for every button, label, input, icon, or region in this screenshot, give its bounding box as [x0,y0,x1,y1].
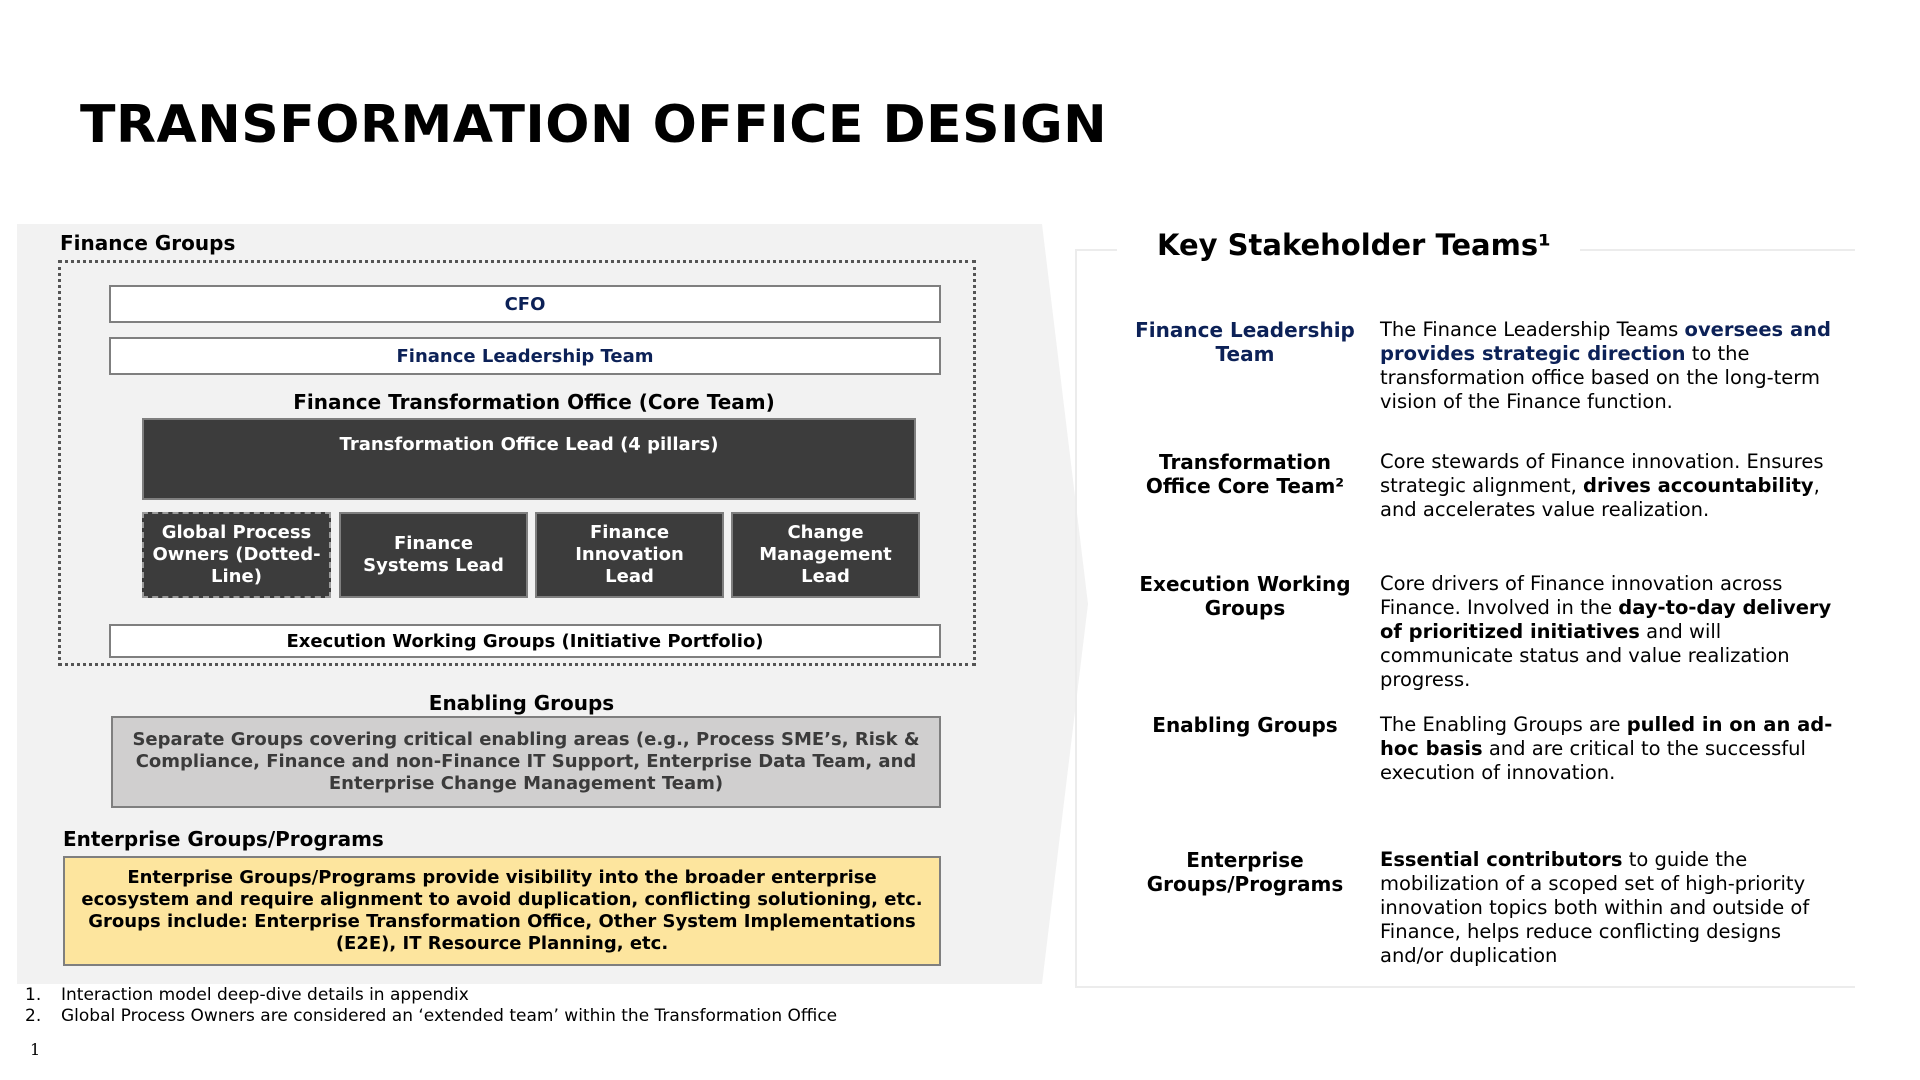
enterprise-groups-box: Enterprise Groups/Programs provide visibility into the broader enterprise ecosystem and require alignment to avoid duplication, conflicting solutioning, etc. Groups include: Enterprise Transformation Office, Other System Implementations (E2E), IT Resource Planning, etc. [63,856,941,966]
cfo-box: CFO [109,285,941,323]
finance-groups-label: Finance Groups [60,231,236,255]
stakeholder-label-finance-leadership: Finance Leadership Team [1135,318,1355,366]
frame-top-rule-right [1580,249,1855,251]
pillar-finance-systems-lead: Finance Systems Lead [339,512,528,598]
stakeholder-label-core-team: Transformation Office Core Team² [1145,450,1345,498]
stakeholder-label-execution-groups: Execution Working Groups [1139,572,1351,620]
page-number: 1 [30,1040,41,1059]
footnote-item: 1. Interaction model deep-dive details in appendix [25,985,469,1005]
core-team-label: Finance Transformation Office (Core Team) [293,390,775,414]
footnote-item: 2. Global Process Owners are considered an ‘extended team’ within the Transformation Office [25,1006,838,1026]
finance-leadership-team-box: Finance Leadership Team [109,337,941,375]
frame-top-rule-left [1075,249,1117,251]
page-title: TRANSFORMATION OFFICE DESIGN [80,95,1108,155]
stakeholder-desc-enabling-groups: The Enabling Groups are pulled in on an ad-hoc basis and are critical to the successful execution of innovation. [1380,713,1833,784]
footnotes [25,985,837,1027]
transformation-office-lead-box: Transformation Office Lead (4 pillars) [142,418,916,500]
stakeholder-desc-core-team: Core stewards of Finance innovation. Ensures strategic alignment, drives accountability, and accelerates value realization. [1380,450,1824,521]
enterprise-groups-label: Enterprise Groups/Programs [63,827,384,851]
stakeholder-desc-execution-groups: Core drivers of Finance innovation across Finance. Involved in the day-to-day delivery of prioritized initiatives and will communicate status and value realization progress. [1380,572,1832,691]
key-stakeholder-title: Key Stakeholder Teams¹ [1157,228,1551,262]
stakeholder-desc-finance-leadership: The Finance Leadership Teams oversees and provides strategic direction to the transformation office based on the long-term vision of the Finance function. [1380,318,1831,413]
stakeholder-label-enterprise-groups: Enterprise Groups/Programs [1146,848,1344,896]
enabling-groups-label: Enabling Groups [428,691,615,715]
pillar-global-process-owners: Global Process Owners (Dotted-Line) [142,512,331,598]
enabling-groups-box: Separate Groups covering critical enabling areas (e.g., Process SME’s, Risk & Compliance, Finance and non-Finance IT Support, Enterprise Data Team, and Enterprise Change Management Team) [111,716,941,808]
pillar-change-management-lead: Change Management Lead [731,512,920,598]
stakeholder-label-enabling-groups: Enabling Groups [1152,713,1338,737]
execution-working-groups-box: Execution Working Groups (Initiative Portfolio) [109,624,941,658]
stakeholder-desc-enterprise-groups: Essential contributors to guide the mobilization of a scoped set of high-priority innovation topics both within and outside of Finance, helps reduce conflicting designs and/or duplication [1380,848,1810,967]
pillar-finance-innovation-lead: Finance Innovation Lead [535,512,724,598]
